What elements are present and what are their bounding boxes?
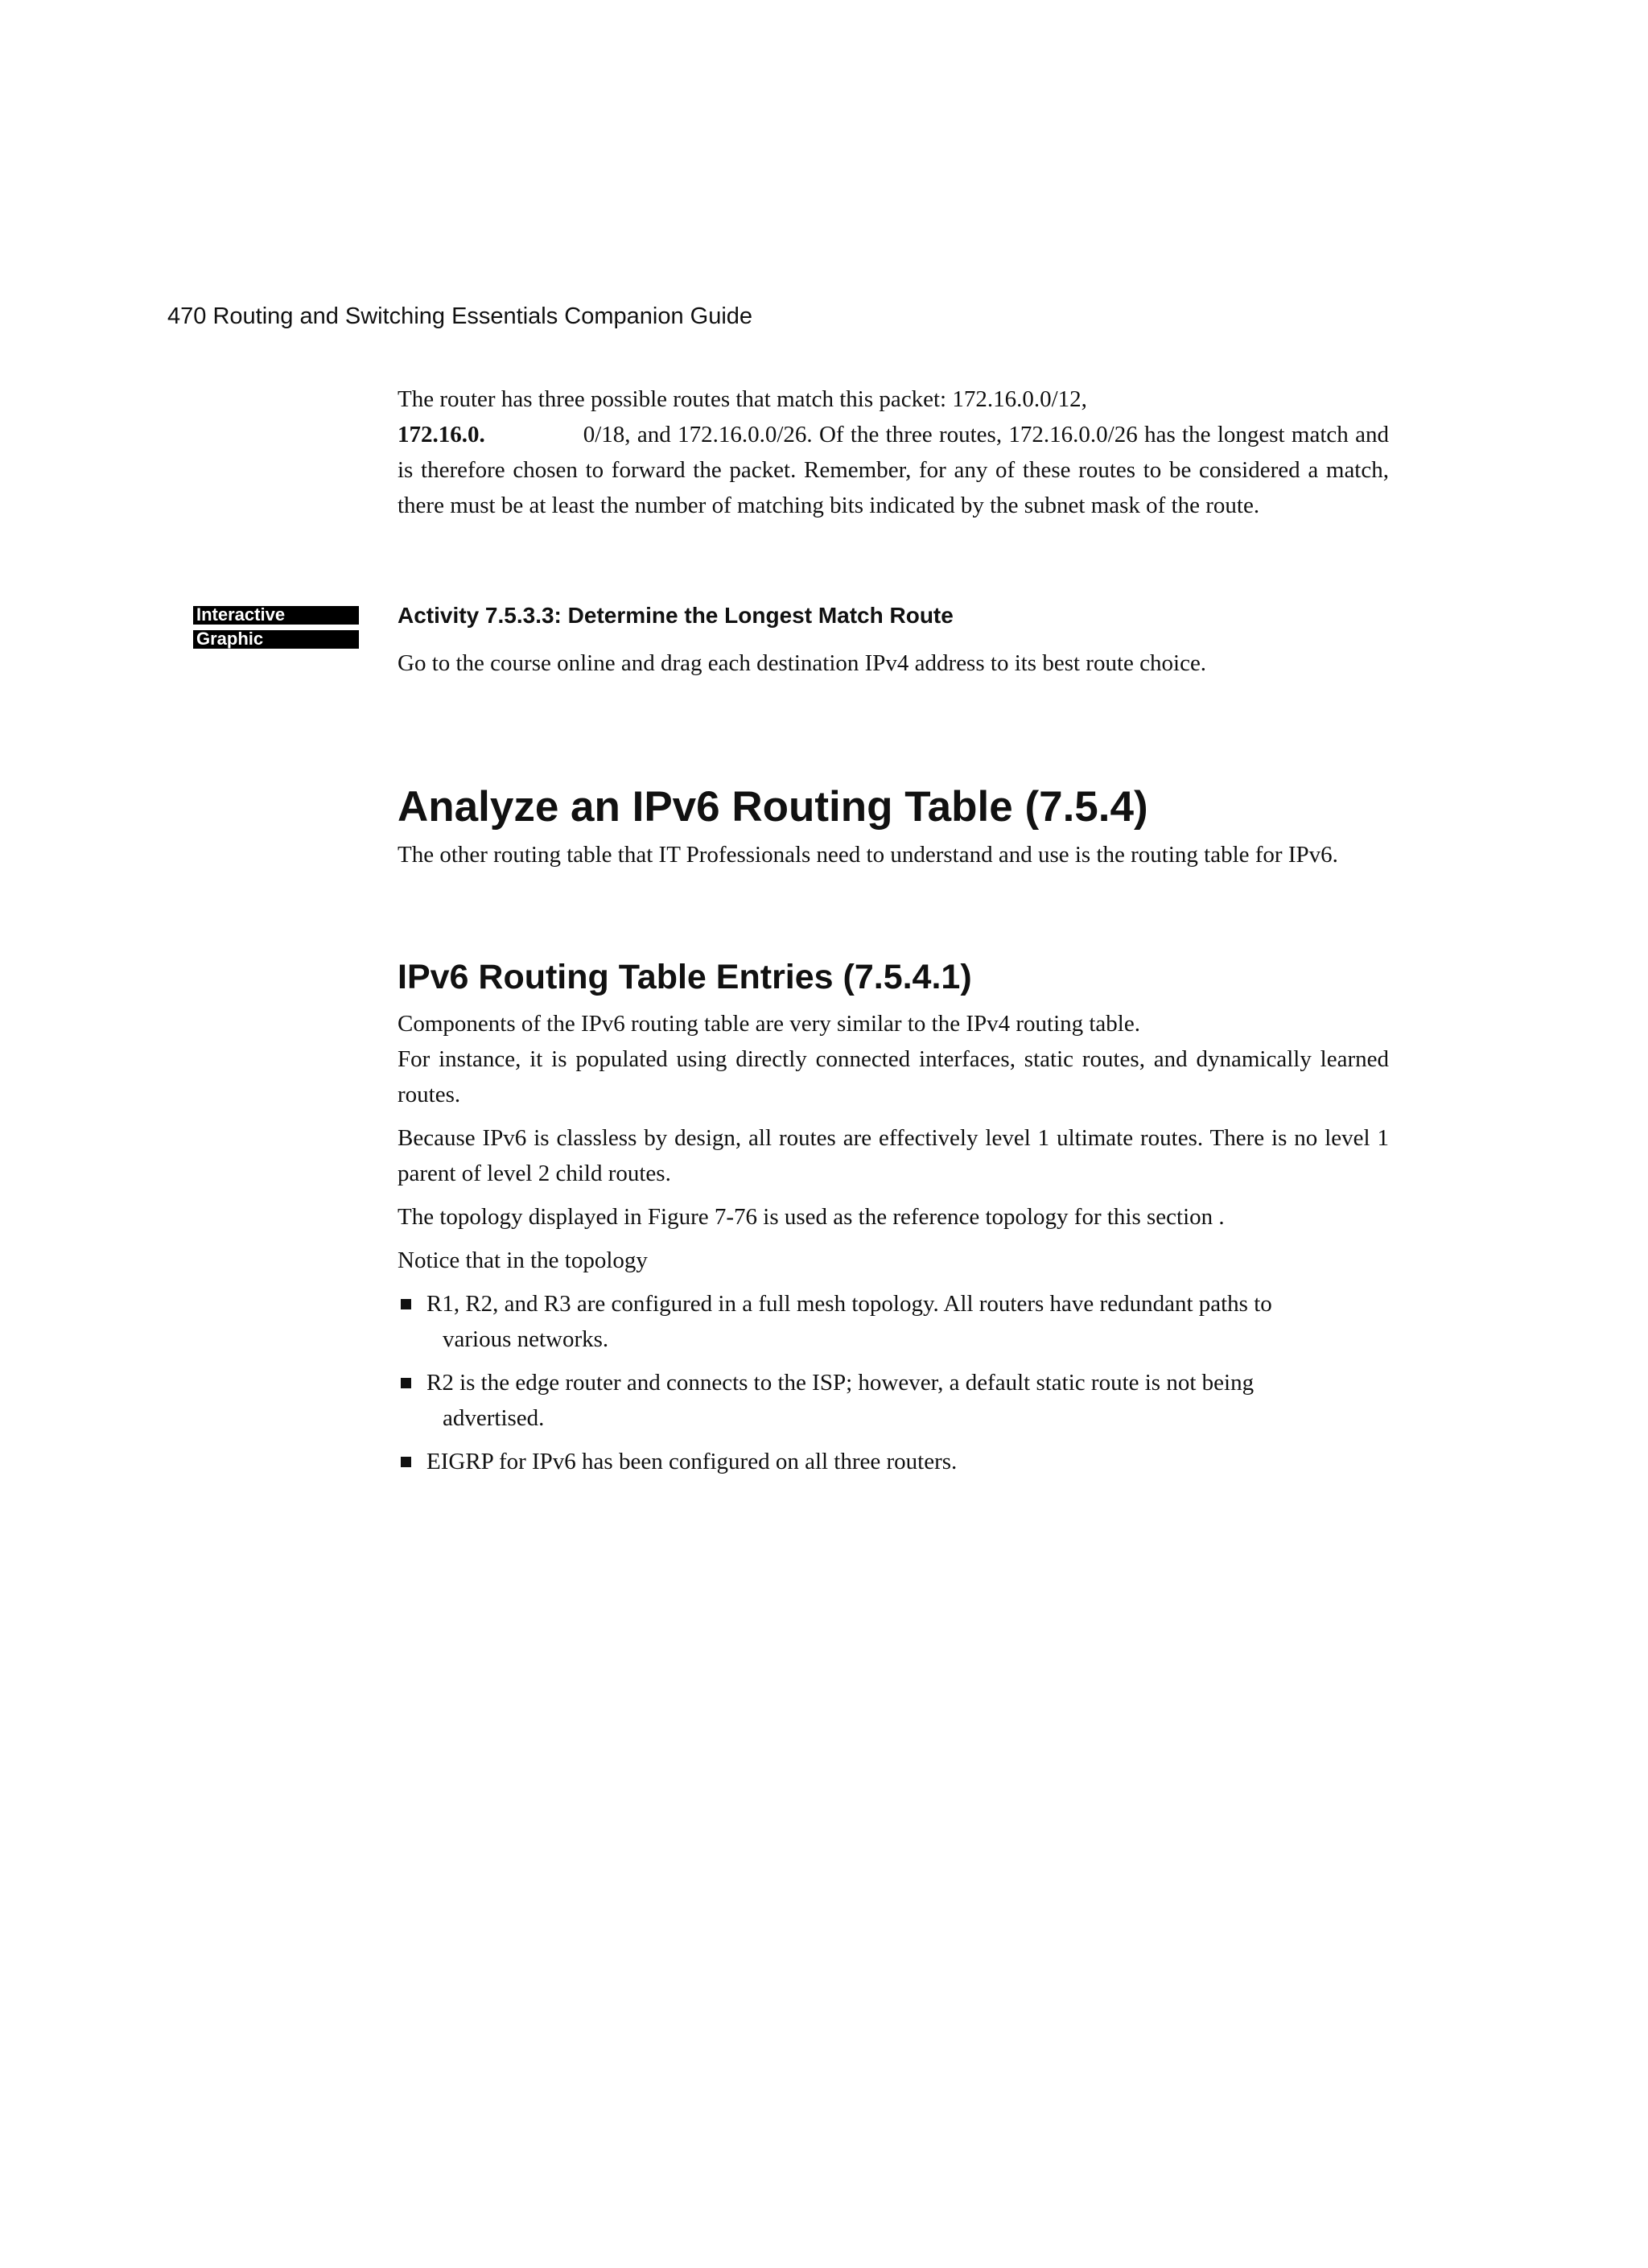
intro-continuation: [398, 417, 1389, 523]
interactive-graphic-badge: [193, 606, 359, 654]
bold-fragment: 172.16.0.: [398, 422, 485, 447]
badge-line-graphic: Graphic: [193, 630, 359, 649]
square-bullet-icon: [401, 1378, 411, 1388]
intro-line: The router has three possible routes that match this packet: 172.16.0.0/12,: [398, 386, 1087, 412]
topology-bullets: [398, 1286, 1389, 1479]
badge-line-interactive: Interactive: [193, 606, 359, 625]
populated-paragraph: For instance, it is populated using directly connected interfaces, static routes, and dynamically learned routes.: [398, 1046, 1389, 1107]
components-line: Components of the IPv6 routing table are very similar to the IPv4 routing table.: [398, 1011, 1140, 1037]
classless-paragraph: Because IPv6 is classless by design, all routes are effectively level 1 ultimate routes. There is no level 1 parent of level 2 child routes.: [398, 1125, 1389, 1186]
intro-paragraph: [398, 381, 1389, 523]
bullet-item: [398, 1444, 1389, 1479]
square-bullet-icon: [401, 1457, 411, 1467]
section-paragraph: The other routing table that IT Professionals need to understand and use is the routing table for IPv6.: [398, 842, 1338, 868]
bullet-continuation: various networks.: [443, 1326, 609, 1352]
section-analyze-ipv6: [398, 781, 1389, 872]
bullet-item: [398, 1286, 1389, 1357]
bullet-line: EIGRP for IPv6 has been configured on all three routers.: [426, 1449, 958, 1474]
notice-paragraph: Notice that in the topology: [398, 1247, 648, 1273]
bullet-continuation: advertised.: [443, 1405, 545, 1431]
subsection-heading: IPv6 Routing Table Entries (7.5.4.1): [398, 958, 972, 996]
intro-rest: 0/18, and 172.16.0.0/26. Of the three routes, 172.16.0.0/26 has the longest match and is therefore chosen to forward the packet. Remember, for any of these routes to be considered a match, there must be at least the number of matching bits indicated by the subnet mask of the route.: [398, 422, 1389, 518]
topology-paragraph: The topology displayed in Figure 7-76 is used as the reference topology for this section .: [398, 1204, 1225, 1230]
activity-description: Go to the course online and drag each destination IPv4 address to its best route choice.: [398, 650, 1207, 676]
section-ipv6-entries: [398, 955, 1389, 1479]
intro-block: [398, 381, 1389, 523]
section-heading: Analyze an IPv6 Routing Table (7.5.4): [398, 783, 1148, 831]
bullet-item: [398, 1365, 1389, 1436]
square-bullet-icon: [401, 1299, 411, 1309]
activity-title: Activity 7.5.3.3: Determine the Longest Match Route: [398, 603, 954, 628]
bullet-line: R2 is the edge router and connects to the ISP; however, a default static route is not being: [426, 1370, 1255, 1396]
bullet-line: R1, R2, and R3 are configured in a full mesh topology. All routers have redundant paths to: [426, 1291, 1272, 1317]
running-head: 470 Routing and Switching Essentials Companion Guide: [167, 303, 753, 329]
